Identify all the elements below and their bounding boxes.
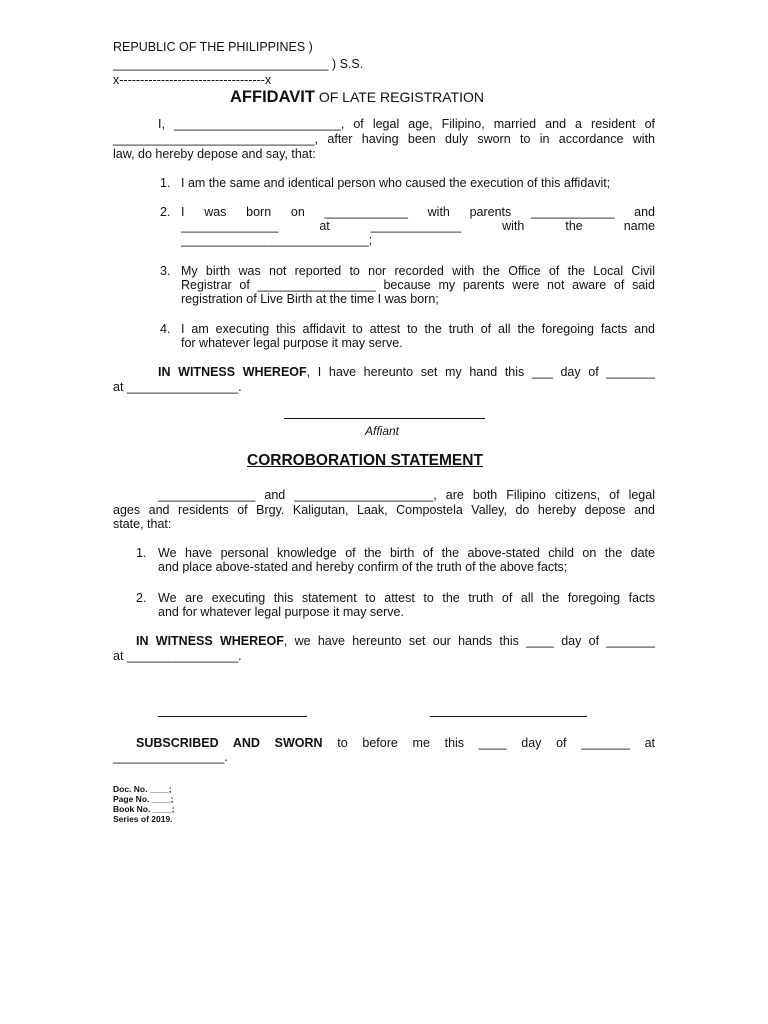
witness-signature-line-1 [158,716,307,717]
notary-doc-no: Doc. No. ____; [113,784,172,794]
item-1-number: 1. [160,176,171,190]
corroboration-item-1-line-2: and place above-stated and hereby confirm of the truth of the above facts; [158,560,568,574]
item-3-line-1: My birth was not reported to nor recorded with the Office of the Local Civil [181,264,655,278]
notary-page-no: Page No. ____; [113,794,174,804]
corroboration-item-2-line-1: We are executing this statement to attest to the truth of all the foregoing facts [158,591,655,605]
corroboration-witness-bold: IN WITNESS WHEREOF [136,634,284,648]
item-4-line-1: I am executing this affidavit to attest to the truth of all the foregoing facts and [181,322,655,336]
corroboration-witness-line-2: at ________________. [113,649,242,663]
intro-line-1: I, ________________________, of legal age, Filipino, married and a resident of [158,117,655,131]
jurat-bold: SUBSCRIBED AND SWORN [136,736,323,750]
title-affidavit: AFFIDAVIT [230,88,315,106]
venue-ss-line: _______________________________ ) S.S. [113,57,364,71]
corroboration-witness-line-1 [136,634,655,648]
item-2-line-3: ___________________________; [181,233,373,247]
witness-signature-line-2 [430,716,587,717]
witness-bold: IN WITNESS WHEREOF [158,365,307,379]
corroboration-heading: CORROBORATION STATEMENT [247,452,483,469]
jurat-line-2: ________________. [113,750,228,764]
corroboration-item-1-number: 1. [136,546,147,560]
witness-clause-line-1 [158,365,655,379]
venue-republic: REPUBLIC OF THE PHILIPPINES ) [113,40,313,54]
item-2-line-1: I was born on ____________ with parents ____________ and [181,205,655,219]
witness-text: , I have hereunto set my hand this ___ day of _______ [306,365,656,379]
item-3-line-2: Registrar of _________________ because my parents were not aware of said [181,278,655,292]
item-2-number: 2. [160,205,171,219]
corroboration-item-2-line-2: and for whatever legal purpose it may serve. [158,605,404,619]
affiant-signature-line [284,418,485,419]
intro-line-2: _____________________________, after having been duly sworn to in accordance with [113,132,655,146]
title-rest: OF LATE REGISTRATION [314,89,484,105]
corroboration-intro-2: ages and residents of Brgy. Kaligutan, Laak, Compostela Valley, do hereby depose and [113,503,655,517]
intro-line-3: law, do hereby depose and say, that: [113,147,316,161]
corroboration-intro-1: ______________ and ____________________, are both Filipino citizens, of legal [158,488,655,502]
affiant-label: Affiant [365,424,400,438]
item-2-line-2: ______________ at _____________ with the name [181,219,655,233]
corroboration-witness-text: , we have hereunto set our hands this ____ day of _______ [283,634,655,648]
jurat-line-1 [136,736,655,750]
corroboration-intro-3: state, that: [113,517,172,531]
item-1-line-1: I am the same and identical person who caused the execution of this affidavit; [181,176,611,190]
item-4-number: 4. [160,322,171,336]
corroboration-item-1-line-1: We have personal knowledge of the birth of the above-stated child on the date [158,546,655,560]
item-3-line-3: registration of Live Birth at the time I was born; [181,292,439,306]
item-4-line-2: for whatever legal purpose it may serve. [181,336,403,350]
witness-clause-line-2: at ________________. [113,380,242,394]
item-3-number: 3. [160,264,171,278]
notary-series: Series of 2019. [113,814,173,824]
corroboration-item-2-number: 2. [136,591,147,605]
document-title [230,88,484,107]
notary-book-no: Book No. ____; [113,804,175,814]
jurat-text: to before me this ____ day of _______ at [322,736,656,750]
venue-separator: x-----------------------------------x [113,73,272,87]
